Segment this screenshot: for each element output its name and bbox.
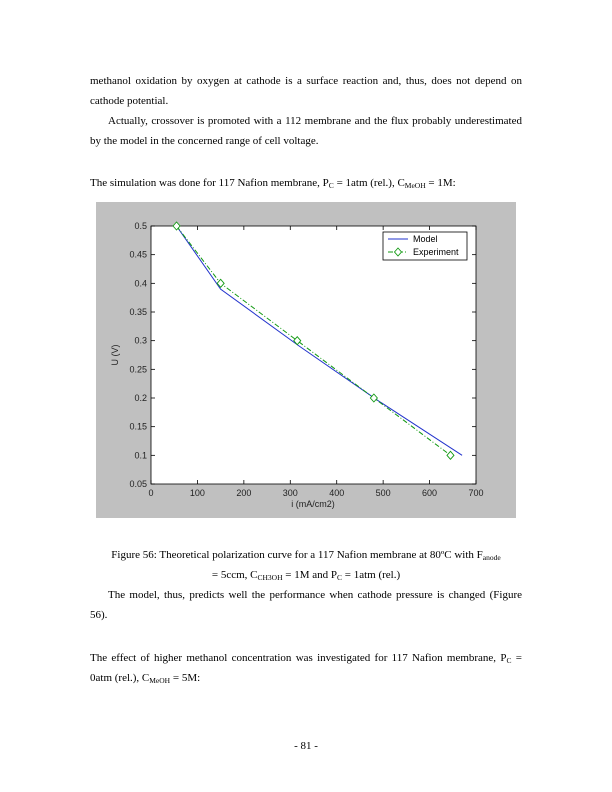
paragraph-higher-concentration: [90, 648, 522, 688]
text-fragment: Figure 56: Theoretical polarization curve for a 117 Nafion membrane at 80ºC with F: [111, 549, 483, 561]
legend-experiment-label: Experiment: [413, 247, 459, 257]
text-fragment: = 1M and P: [282, 569, 337, 581]
text-fragment: = 1M:: [425, 177, 456, 189]
figure-caption: [90, 545, 522, 585]
y-tick-label: 0.25: [129, 364, 147, 375]
x-tick-label: 700: [468, 488, 484, 498]
text-fragment: = 5M:: [170, 672, 201, 684]
text-fragment: = 5ccm, C: [211, 569, 258, 581]
x-tick-label: 0: [148, 488, 154, 498]
x-tick-label: 300: [282, 488, 298, 498]
text-fragment: = 1atm (rel.), C: [333, 177, 405, 189]
subscript: C: [328, 181, 334, 190]
y-tick-label: 0.1: [134, 450, 147, 461]
text-fragment: The simulation was done for 117 Nafion membrane, P: [90, 177, 329, 189]
subscript: C: [506, 656, 512, 665]
y-tick-label: 0.2: [134, 393, 147, 403]
y-axis-label: U (V): [110, 344, 120, 366]
paragraph-simulation-conditions: [90, 173, 522, 193]
text-fragment: = 0atm (rel.), C: [90, 652, 522, 684]
x-tick-label: 400: [329, 488, 345, 498]
y-tick-label: 0.5: [134, 221, 147, 231]
chart-legend: [383, 232, 467, 260]
subscript: MeOH: [404, 181, 426, 190]
plot-area: [151, 226, 476, 484]
x-tick-label: 600: [422, 488, 438, 498]
y-tick-label: 0.4: [134, 278, 147, 289]
subscript: MeOH: [149, 676, 171, 685]
x-axis-label: i (mA/cm2): [291, 499, 335, 509]
subscript: anode: [482, 553, 501, 562]
x-tick-label: 100: [189, 488, 205, 498]
page-number: - 81 -: [294, 740, 318, 752]
paragraph-continuation: methanol oxidation by oxygen at cathode is a surface reaction and, thus, does not depend on cathode potential.: [90, 75, 522, 107]
y-tick-label: 0.45: [129, 249, 147, 260]
text-fragment: = 1atm (rel.): [342, 569, 401, 581]
figure-56: [96, 202, 516, 518]
y-tick-label: 0.15: [129, 421, 147, 432]
paragraph-crossover: Actually, crossover is promoted with a 112 membrane and the flux probably underestimated by the model in the concerned range of cell voltage.: [90, 115, 522, 147]
subscript: CH3OH: [257, 573, 283, 582]
text-fragment: The effect of higher methanol concentration was investigated for 117 Nafion membrane, P: [90, 652, 507, 664]
y-tick-label: 0.3: [134, 335, 147, 346]
polarization-chart: [96, 202, 516, 518]
subscript: C: [336, 573, 342, 582]
legend-model-label: Model: [413, 234, 438, 244]
y-tick-label: 0.05: [129, 479, 147, 489]
paragraph-model-prediction: The model, thus, predicts well the performance when cathode pressure is changed (Figure 56).: [90, 589, 522, 621]
x-tick-label: 200: [236, 488, 252, 498]
x-tick-label: 500: [375, 488, 391, 498]
y-tick-label: 0.35: [129, 307, 147, 317]
